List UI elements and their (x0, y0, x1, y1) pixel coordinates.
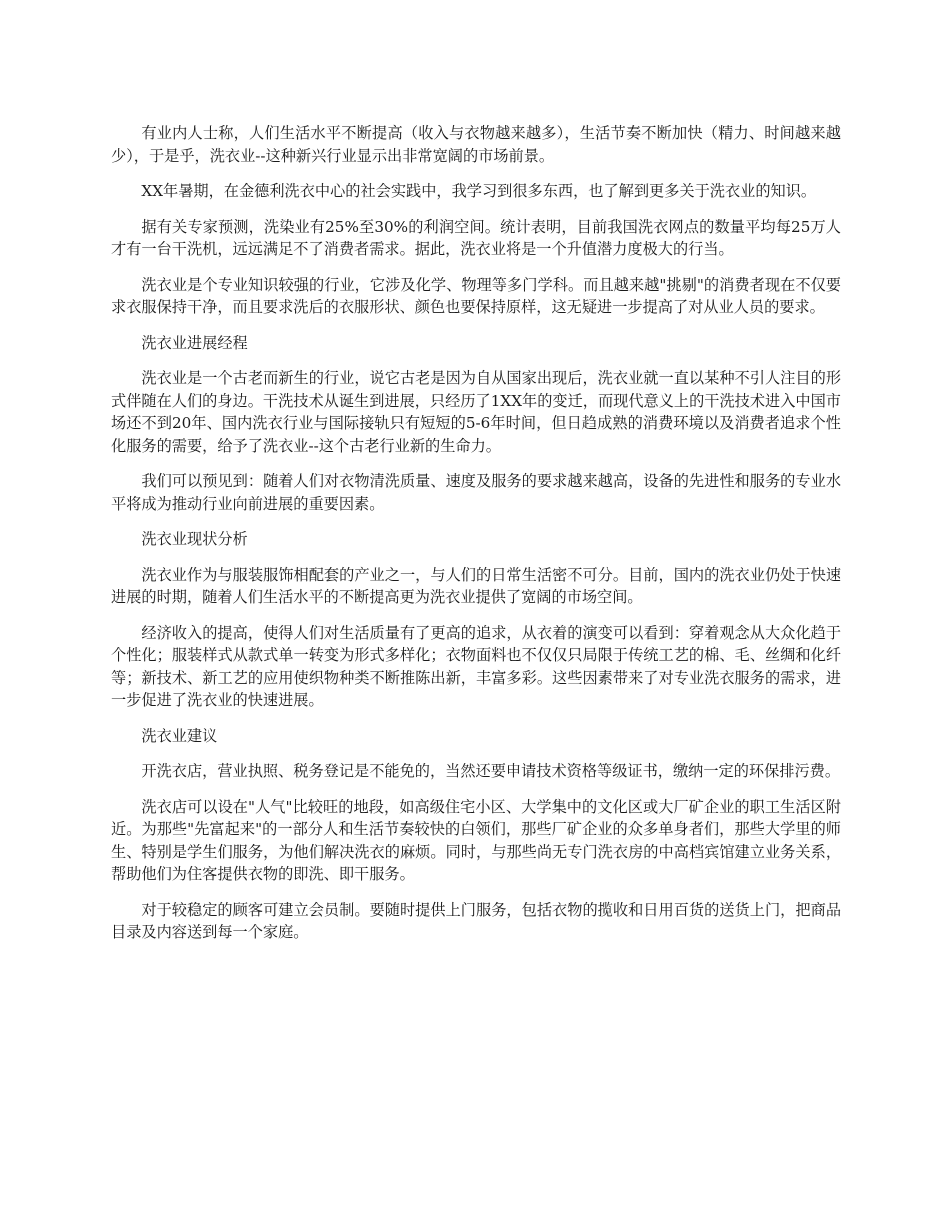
paragraph-license: 开洗衣店，营业执照、税务登记是不能免的，当然还要申请技术资格等级证书，缴纳一定的环保排污费。 (141, 762, 841, 780)
paragraph-summer-practice: XX年暑期，在金德利洗衣中心的社会实践中，我学习到很多东西，也了解到更多关于洗衣业的知识。 (141, 182, 817, 200)
paragraph-intro: 有业内人士称，人们生活水平不断提高（收入与衣物越来越多），生活节奏不断加快（精力、时间越来越少），于是乎，洗衣业--这种新兴行业显示出非常宽阔的市场前景。 (111, 124, 841, 165)
paragraph-membership: 对于较稳定的顾客可建立会员制。要随时提供上门服务，包括衣物的揽收和日用百货的送货上门，把商品目录及内容送到每一个家庭。 (111, 900, 841, 941)
paragraph-foresee: 我们可以预见到：随着人们对衣物清洗质量、速度及服务的要求越来越高，设备的先进性和服务的专业水平将成为推动行业向前进展的重要因素。 (111, 472, 841, 513)
paragraph-location: 洗衣店可以设在"人气"比较旺的地段，如高级住宅小区、大学集中的文化区或大厂矿企业的职工生活区附近。为那些"先富起来"的一部分人和生活节奏较快的白领们，那些厂矿企业的众多单身者们，那些大学里的师生、特别是学生们服务，为他们解决洗衣的麻烦。同时，与那些尚无专门洗衣房的中高档宾馆建立业务关系，帮助他们为住客提供衣物的即洗、即干服务。 (111, 797, 841, 883)
paragraph-income: 经济收入的提高，使得人们对生活质量有了更高的追求，从衣着的演变可以看到：穿着观念从大众化趋于个性化；服装样式从款式单一转变为形式多样化；衣物面料也不仅仅只局限于传统工艺的棉、毛、丝绸和化纤等；新技术、新工艺的应用使织物种类不断推陈出新，丰富多彩。这些因素带来了对专业洗衣服务的需求，进一步促进了洗衣业的快速进展。 (111, 623, 841, 709)
paragraph-history: 洗衣业是一个古老而新生的行业，说它古老是因为自从国家出现后，洗衣业就一直以某种不引人注目的形式伴随在人们的身边。干洗技术从诞生到进展，只经历了1XX年的变迁，而现代意义上的干洗技术进入中国市场还不到20年、国内洗衣行业与国际接轨只有短短的5-6年时间，但日趋成熟的消费环境以及消费者追求个性化服务的需要，给予了洗衣业--这个古老行业新的生命力。 (111, 369, 841, 455)
paragraph-status: 洗衣业作为与服装服饰相配套的产业之一，与人们的日常生活密不可分。目前，国内的洗衣业仍处于快速进展的时期，随着人们生活水平的不断提高更为洗衣业提供了宽阔的市场空间。 (111, 565, 841, 606)
heading-status-analysis: 洗衣业现状分析 (141, 530, 248, 548)
paragraph-profit-forecast: 据有关专家预测，洗染业有25%至30%的利润空间。统计表明，目前我国洗衣网点的数量平均每25万人才有一台干洗机，远远满足不了消费者需求。据此，洗衣业将是一个升值潜力度极大的行当。 (111, 217, 841, 258)
document-body (111, 122, 841, 957)
heading-suggestions: 洗衣业建议 (141, 726, 218, 745)
paragraph-professional-knowledge: 洗衣业是个专业知识较强的行业，它涉及化学、物理等多门学科。而且越来越"挑剔"的消费者现在不仅要求衣服保持干净，而且要求洗后的衣服形状、颜色也要保持原样，这无疑进一步提高了对从业人员的要求。 (111, 275, 841, 316)
heading-development-history: 洗衣业进展经程 (141, 333, 248, 352)
